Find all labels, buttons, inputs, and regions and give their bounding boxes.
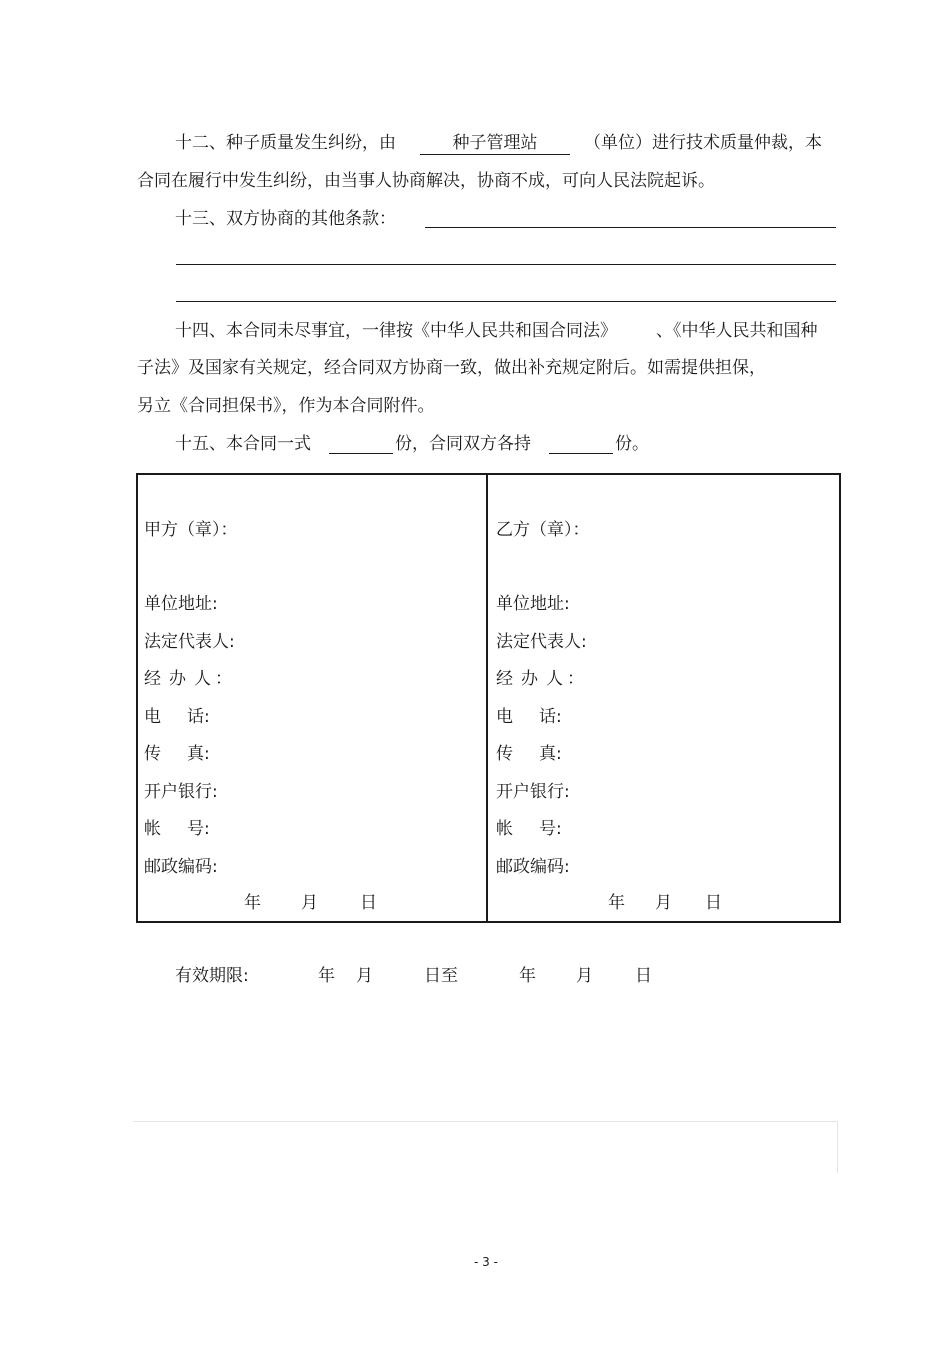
clause15-end: 份。	[615, 434, 649, 454]
validity-label: 有效期限:	[175, 966, 249, 986]
validity-start-day: 日至	[424, 966, 458, 986]
footer-rule-edge	[837, 1121, 838, 1173]
party-b-address-label: 单位地址:	[496, 594, 570, 614]
party-a-address-label: 单位地址:	[144, 594, 218, 614]
clause15-prefix: 十五、本合同一式	[175, 434, 311, 454]
signature-table-divider	[486, 473, 488, 923]
copies-each-blank	[549, 453, 613, 454]
party-a-fax-label: 传 真:	[144, 744, 210, 764]
clause14-line2: 子法》及国家有关规定，经合同双方协商一致，做出补充规定附后。如需提供担保，	[137, 358, 766, 378]
validity-start-year: 年	[318, 966, 335, 986]
arbiter-value: 种子管理站	[452, 133, 538, 153]
clause13-text: 十三、双方协商的其他条款：	[175, 209, 396, 229]
party-a-title: 甲方（章）：	[144, 520, 238, 540]
party-a-handler-label: 经 办 人 ：	[144, 669, 232, 689]
validity-end-day: 日	[635, 966, 652, 986]
footer-rule	[133, 1121, 838, 1122]
clause14-line1a: 十四、本合同未尽事宜，一律按《中华人民共和国合同法》	[175, 321, 617, 341]
clause14-line1b: 、《中华人民共和国种	[656, 321, 818, 341]
party-a-account-label: 帐 号:	[144, 819, 210, 839]
clause13-blank-line-1	[425, 227, 836, 228]
clause12-line2: 合同在履行中发生纠纷，由当事人协商解决，协商不成，可向人民法院起诉。	[137, 171, 715, 191]
party-a-phone-label: 电 话:	[144, 707, 210, 727]
copies-total-blank	[329, 453, 393, 454]
party-a-date-month: 月	[301, 893, 318, 913]
party-b-account-label: 帐 号:	[496, 819, 562, 839]
party-b-date-month: 月	[655, 893, 672, 913]
party-a-date-year: 年	[244, 893, 261, 913]
clause15-mid: 份，合同双方各持	[395, 434, 531, 454]
clause12-suffix: （单位）进行技术质量仲裁，本	[584, 133, 822, 153]
party-a-postcode-label: 邮政编码:	[144, 857, 218, 877]
party-b-title: 乙方（章）：	[496, 520, 590, 540]
party-b-fax-label: 传 真:	[496, 744, 562, 764]
party-b-date-day: 日	[705, 893, 722, 913]
clause13-blank-line-3	[176, 301, 836, 302]
validity-start-month: 月	[356, 966, 373, 986]
party-b-bank-label: 开户银行:	[496, 782, 570, 802]
party-b-postcode-label: 邮政编码:	[496, 857, 570, 877]
page-number: - 3 -	[474, 1255, 498, 1269]
signature-table	[136, 473, 841, 923]
clause14-line3: 另立《合同担保书》，作为本合同附件。	[137, 396, 435, 416]
party-a-legal-rep-label: 法定代表人:	[144, 632, 235, 652]
clause13-blank-line-2	[176, 264, 836, 265]
validity-end-year: 年	[519, 966, 536, 986]
validity-end-month: 月	[576, 966, 593, 986]
party-a-date-day: 日	[360, 893, 377, 913]
party-a-bank-label: 开户银行:	[144, 782, 218, 802]
party-b-phone-label: 电 话:	[496, 707, 562, 727]
party-b-legal-rep-label: 法定代表人:	[496, 632, 587, 652]
party-b-handler-label: 经 办 人 ：	[496, 669, 584, 689]
clause12-prefix: 十二、种子质量发生纠纷，由	[175, 133, 396, 153]
party-b-date-year: 年	[608, 893, 625, 913]
